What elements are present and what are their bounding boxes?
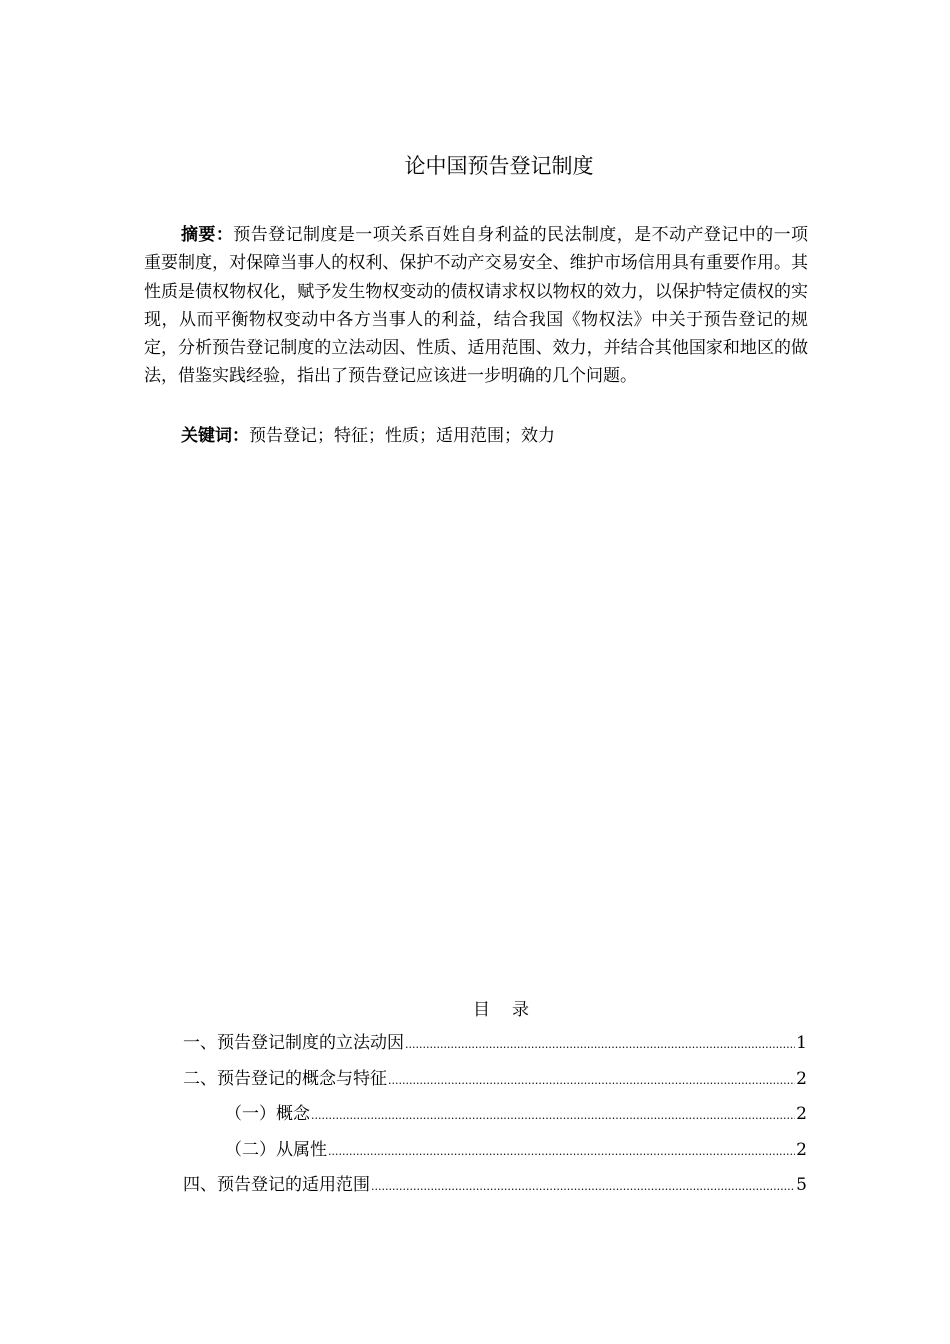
toc-page-number: 2 — [796, 1068, 807, 1089]
abstract-label: 摘要： — [181, 225, 234, 245]
toc-page-number: 2 — [796, 1104, 807, 1124]
toc-page-number: 5 — [796, 1175, 807, 1195]
table-of-contents — [183, 1030, 807, 1208]
toc-dot-leader — [371, 1174, 795, 1200]
toc-entry[interactable] — [183, 1030, 807, 1066]
toc-entry[interactable] — [183, 1137, 807, 1173]
toc-dot-leader — [311, 1103, 795, 1129]
toc-title-char-1: 目 — [473, 1000, 490, 1020]
toc-entry[interactable] — [183, 1066, 807, 1102]
abstract-text: 预告登记制度是一项关系百姓自身利益的民法制度，是不动产登记中的一项重要制度，对保障当事人的权利、保护不动产交易安全、维护市场信用具有重要作用。其性质是债权物权化，赋予发生物权变动的债权请求权以物权的效力，以保护特定债权的实现，从而平衡物权变动中各方当事人的利益，结合我国《物权法》中关于预告登记的规定，分析预告登记制度的立法动因、性质、适用范围、效力，并结合其他国家和地区的做法，借鉴实践经验，指出了预告登记应该进一步明确的几个问题。 — [144, 225, 809, 387]
keywords-text: 预告登记；特征；性质；适用范围；效力 — [249, 426, 555, 446]
toc-entry[interactable] — [183, 1172, 807, 1208]
toc-entry[interactable] — [183, 1101, 807, 1137]
toc-entry-text: 二、预告登记的概念与特征 — [183, 1068, 387, 1089]
keywords-paragraph — [144, 422, 808, 450]
document-title: 论中国预告登记制度 — [404, 154, 594, 178]
toc-title — [0, 997, 950, 1023]
toc-dot-leader — [405, 1032, 795, 1058]
toc-dot-leader — [388, 1068, 795, 1094]
toc-page-number: 1 — [796, 1033, 807, 1053]
toc-title-char-2: 录 — [512, 1000, 529, 1020]
toc-dot-leader — [328, 1139, 795, 1165]
abstract-paragraph — [144, 221, 808, 391]
toc-entry-text: 一、预告登记制度的立法动因 — [183, 1033, 404, 1053]
keywords-label: 关键词： — [181, 426, 249, 446]
toc-entry-text: 四、预告登记的适用范围 — [183, 1175, 370, 1195]
toc-page-number: 2 — [796, 1139, 807, 1160]
toc-entry-text: （二）从属性 — [225, 1139, 327, 1160]
toc-entry-text: （一）概念 — [225, 1104, 310, 1124]
